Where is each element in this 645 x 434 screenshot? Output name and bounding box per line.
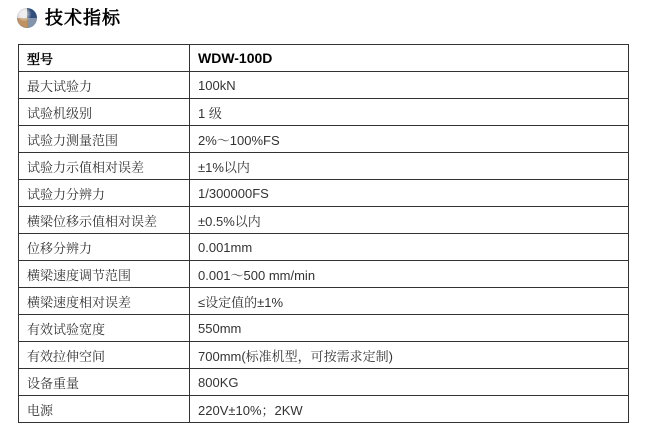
- spec-label-cell: 电源: [19, 396, 190, 423]
- spec-value-cell: 0.001～500 mm/min: [190, 261, 629, 288]
- spec-value-cell: 0.001mm: [190, 234, 629, 261]
- spec-label-cell: 设备重量: [19, 369, 190, 396]
- spec-table: [18, 44, 629, 423]
- spec-value-cell: 220V±10%；2KW: [190, 396, 629, 423]
- spec-label-cell: 横梁速度相对误差: [19, 288, 190, 315]
- table-row: [19, 72, 629, 99]
- table-row: [19, 207, 629, 234]
- spec-label-cell: 有效试验宽度: [19, 315, 190, 342]
- spec-value-cell: 550mm: [190, 315, 629, 342]
- spec-label-cell: 位移分辨力: [19, 234, 190, 261]
- spec-value-cell: 1/300000FS: [190, 180, 629, 207]
- spec-label-cell: 最大试验力: [19, 72, 190, 99]
- table-row: [19, 99, 629, 126]
- table-row: [19, 396, 629, 423]
- pie-sphere-icon: [17, 8, 37, 28]
- spec-table-body: [19, 72, 629, 423]
- spec-value-cell: 1 级: [190, 99, 629, 126]
- spec-label-cell: 试验机级别: [19, 99, 190, 126]
- spec-value-cell: ±1%以内: [190, 153, 629, 180]
- spec-value-cell: ≤设定值的±1%: [190, 288, 629, 315]
- spec-value-cell: 700mm(标准机型，可按需求定制): [190, 342, 629, 369]
- model-value-cell: WDW-100D: [190, 45, 629, 72]
- table-header-row: [19, 45, 629, 72]
- spec-value-cell: 800KG: [190, 369, 629, 396]
- table-row: [19, 288, 629, 315]
- table-row: [19, 315, 629, 342]
- table-row: [19, 126, 629, 153]
- section-header: [17, 7, 121, 29]
- spec-label-cell: 横梁位移示值相对误差: [19, 207, 190, 234]
- model-label-cell: 型号: [19, 45, 190, 72]
- table-row: [19, 342, 629, 369]
- spec-label-cell: 试验力测量范围: [19, 126, 190, 153]
- table-row: [19, 234, 629, 261]
- spec-label-cell: 有效拉伸空间: [19, 342, 190, 369]
- spec-label-cell: 试验力示值相对误差: [19, 153, 190, 180]
- table-row: [19, 153, 629, 180]
- page-title: 技术指标: [45, 8, 121, 28]
- table-row: [19, 369, 629, 396]
- spec-value-cell: 2%～100%FS: [190, 126, 629, 153]
- spec-label-cell: 试验力分辨力: [19, 180, 190, 207]
- spec-value-cell: 100kN: [190, 72, 629, 99]
- spec-label-cell: 横梁速度调节范围: [19, 261, 190, 288]
- table-row: [19, 180, 629, 207]
- spec-value-cell: ±0.5%以内: [190, 207, 629, 234]
- table-row: [19, 261, 629, 288]
